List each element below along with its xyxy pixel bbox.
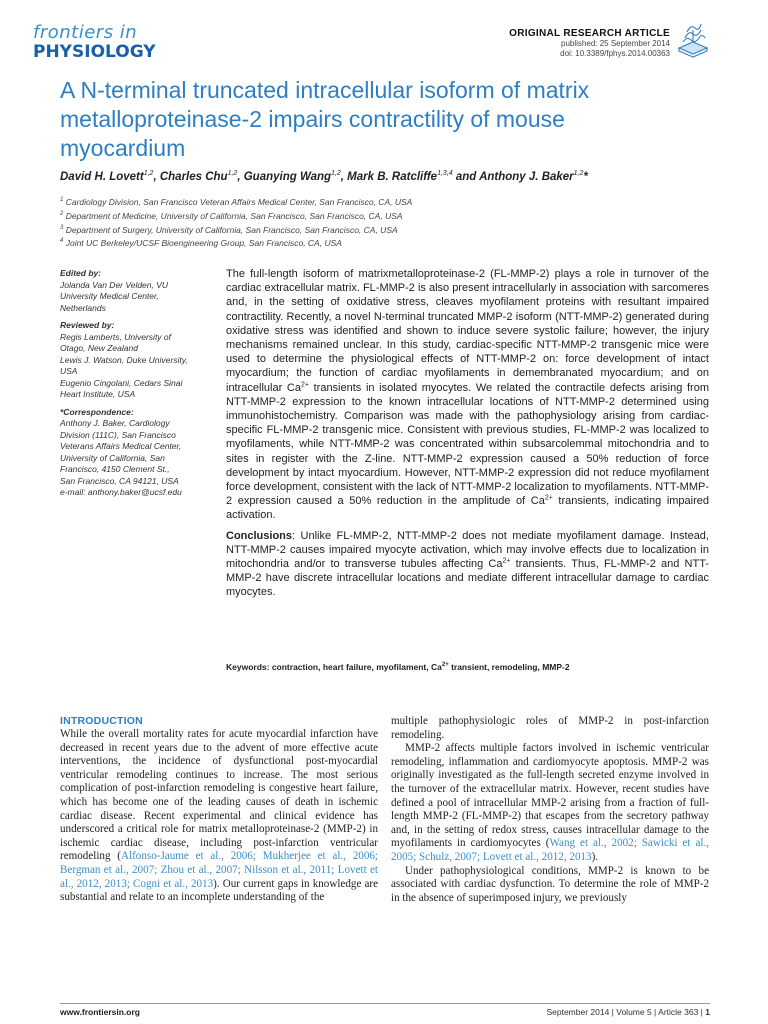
- author-affil: 1,2: [143, 170, 154, 177]
- author-affil: 1,2: [573, 170, 584, 177]
- correspondence-email[interactable]: e-mail: anthony.baker@ucsf.edu: [60, 487, 182, 497]
- reviewer-line: Regis Lamberts, University of: [60, 331, 172, 342]
- affiliation: [60, 222, 412, 236]
- editor-line: Jolanda Van Der Velden, VU: [60, 279, 169, 290]
- correspondence-line: Francisco, 4150 Clement St.,: [60, 464, 170, 474]
- correspondence-line: Division (111C), San Francisco: [60, 429, 176, 440]
- journal-section-icon: [675, 18, 711, 58]
- affil-text: Department of Surgery, University of California, San Francisco, San Francisco, CA, USA: [65, 224, 398, 235]
- section-heading-introduction: INTRODUCTION: [60, 715, 143, 727]
- body-text: ).: [591, 850, 599, 863]
- keywords-text: transient, remodeling, MMP-2: [448, 662, 570, 672]
- reviewer-line: Eugenio Cingolani, Cedars Sinai: [60, 377, 183, 388]
- editor-line: Netherlands: [60, 302, 106, 313]
- superscript: 2+: [441, 662, 449, 669]
- body-paragraph: multiple pathophysiologic roles of MMP-2 in post-infarction remodeling.: [391, 715, 709, 741]
- logo-line2: PHYSIOLOGY: [33, 42, 156, 62]
- superscript: 2+: [544, 494, 553, 502]
- correspondence-label: *Correspondence:: [60, 406, 134, 417]
- author-name: Anthony J. Baker: [479, 170, 574, 183]
- footer-url[interactable]: www.frontiersin.org: [60, 1007, 140, 1017]
- abstract-text: The full-length isoform of matrixmetalloproteinase-2 (FL-MMP-2) plays a role in turnover of the cardiac extracellular matrix. FL-MMP-2 is also present intracellularly in association with sarcomeres and, in the setting of oxidative stress, cleaves myofilament proteins with resultant impaired contractility. Recently, a novel N-terminal truncated MMP-2 isoform (NTT-MMP-2) generated during oxidative stress was identified and shown to induce severe systolic failure; however, the injury mechanisms remained unclear. In this study, cardiac-specific NTT-MMP-2 transgenic mice were used to determine the physiological effects of NTT-MMP-2 on: force development of intact myocardium; the function of cardiac myofilaments in demembranated myocardium; and on intracellular Ca: [226, 268, 709, 394]
- author-sep: *: [583, 170, 588, 183]
- affil-num: 3: [60, 224, 64, 231]
- correspondence-line: University of California, San: [60, 452, 165, 463]
- body-text: While the overall mortality rates for acute myocardial infarction have decreased in recent years due to the advent of more effective acute interventions, the incidence of dysfunctional post-myocardial ventricular remodeling continues to increase. The most serious complication of post-infarction remodeling is congestive heart failure, which has become one of the leading causes of death in ischemic cardiac disease. Recent experimental and clinical evidence has underscored a critical role for matrix metalloproteinase-2 (MMP-2) in ischemic cardiac disease, including post-infarction ventricular remodeling (: [60, 728, 378, 863]
- correspondence-line: Anthony J. Baker, Cardiology: [60, 418, 170, 428]
- author-sep: ,: [237, 170, 244, 183]
- affiliations: [60, 194, 412, 249]
- author-list: [60, 170, 588, 183]
- reviewed-by-label: Reviewed by:: [60, 320, 115, 330]
- page-number: 1: [705, 1007, 710, 1017]
- body-paragraph: [60, 728, 378, 905]
- author-sep: and: [452, 170, 480, 183]
- footer-divider: [60, 1003, 710, 1004]
- issue-info: September 2014 | Volume 5 | Article 363 |: [546, 1007, 703, 1017]
- superscript: 2+: [300, 380, 309, 388]
- author-name: Mark B. Ratcliffe: [347, 170, 438, 183]
- edited-by-label: Edited by:: [60, 268, 102, 278]
- affil-num: 1: [60, 197, 64, 203]
- author-sep: ,: [340, 170, 348, 183]
- abstract-text: transients. Thus, FL-MMP-2 and NTT-MMP-2 have discrete intracellular locations and mediate different intracellular damage to cardiac myocytes.: [226, 558, 709, 599]
- reviewer-line: Otago, New Zealand: [60, 343, 138, 353]
- body-text: MMP-2 affects multiple factors involved in ischemic ventricular remodeling, inflammation and cardiomyocyte apoptosis. MMP-2 was originally investigated as the full-length secreted enzyme involved in the turnover of the extracellular matrix. However, recent studies have defined a pool of intracellular MMP-2 arising from a fraction of full-length MMP-2 (FL-MMP-2) that escapes from the secretory pathway and, in the setting of redox stress, causes intracellular damage to the myofilaments in cardiomyocytes (: [391, 742, 709, 850]
- journal-logo: [33, 24, 156, 62]
- abstract-paragraph-1: [226, 267, 709, 523]
- correspondence-line: San Francisco, CA 94121, USA: [60, 475, 179, 486]
- reviewer-line: Lewis J. Watson, Duke University,: [60, 354, 188, 365]
- abstract-paragraph-2: [226, 529, 709, 600]
- article-type: ORIGINAL RESEARCH ARTICLE: [509, 28, 670, 39]
- author-affil: 1,2: [227, 170, 238, 177]
- body-paragraph: Under pathophysiological conditions, MMP-2 is known to be associated with cardiac dysfunction. To determine the role of MMP-2 in the absence of superimposed injury, we previously: [391, 864, 709, 904]
- author-name: David H. Lovett: [60, 170, 144, 183]
- reviewer-line: USA: [60, 366, 78, 376]
- conclusions-label: Conclusions: [226, 529, 293, 542]
- affiliation: [60, 235, 412, 249]
- reviewer-line: Heart Institute, USA: [60, 389, 136, 399]
- footer-issue: [546, 1007, 710, 1017]
- affiliation: [60, 208, 412, 222]
- keywords: [226, 662, 709, 672]
- affil-text: Cardiology Division, San Francisco Veteran Affairs Medical Center, San Francisco, CA, USA: [65, 196, 413, 207]
- author-affil: 1,2: [331, 170, 341, 177]
- abstract-text: transients, indicating impaired activation.: [226, 495, 710, 522]
- body-text: ). Our current gaps in knowledge are substantial and relate to an incomplete understanding of the: [60, 877, 378, 904]
- citation-link[interactable]: Alfonso-Jaume et al., 2006; Mukherjee et al., 2006; Bergman et al., 2007; Zhou et al., 2007; Nilsson et al., 2011; Lovett et al., 2012, 2013; Cogni et al., 2013: [60, 850, 379, 890]
- body-paragraph: [391, 742, 709, 864]
- keywords-text: Keywords: contraction, heart failure, myofilament, Ca: [226, 662, 442, 672]
- affiliation: [60, 194, 412, 208]
- affil-num: 2: [60, 210, 64, 217]
- abstract-text: transients in isolated myocytes. We related the contractile defects arising from NTT-MMP-2 expression to the known intracellular locations of NTT-MMP-2 determined using immunohistochemistry. Comparison was made with the pathophysiology arising from cardiac-specific FL-MMP-2 transgenic mice. Consistent with previous studies, FL-MMP-2 was localized to myofilaments, while NTT-MMP-2 was concentrated within subsarcolemmal mitochondria and to sites in register with the Z-line. NTT-MMP-2 expression caused a 50% reduction of force development by intact myocardium. However, NTT-MMP-2 expression did not reduce myofilament force development, consistent with the lack of NTT-MMP-2 localization to myofilaments. NTT-MMP-2 expression caused a 50% reduction in the amplitude of Ca: [226, 381, 709, 508]
- body-column-left: [60, 715, 378, 905]
- author-sep: ,: [153, 170, 160, 183]
- article-meta: [509, 28, 670, 59]
- author-name: Charles Chu: [159, 170, 228, 183]
- correspondence-line: Veterans Affairs Medical Center,: [60, 441, 182, 451]
- body-column-right: [391, 715, 709, 905]
- citation-link[interactable]: Wang et al., 2002; Sawicki et al., 2005; Schulz, 2007; Lovett et al., 2012, 2013: [391, 837, 709, 863]
- author-affil: 1,3,4: [437, 170, 453, 177]
- abstract-text: : Unlike FL-MMP-2, NTT-MMP-2 does not mediate myofilament damage. Instead, NTT-MMP-2 causes impaired myocyte activation, which may involve effects due to localization in mitochondria and/or to transverse tubules affecting Ca: [226, 529, 709, 571]
- published-date: published: 25 September 2014: [561, 39, 670, 48]
- affil-text: Joint UC Berkeley/UCSF Bioengineering Group, San Francisco, CA, USA: [65, 238, 342, 249]
- affil-num: 4: [60, 238, 64, 245]
- editorial-sidebar: [60, 268, 210, 499]
- logo-line1: frontiers in: [33, 22, 138, 43]
- author-name: Guanying Wang: [243, 170, 332, 183]
- abstract: [226, 267, 709, 606]
- editor-line: University Medical Center,: [60, 291, 159, 301]
- affil-text: Department of Medicine, University of California, San Francisco, San Francisco, CA, USA: [65, 210, 403, 221]
- article-title: A N-terminal truncated intracellular isoform of matrix metalloproteinase-2 impairs contractility of mouse myocardium: [60, 77, 590, 161]
- superscript: 2+: [502, 557, 511, 565]
- doi: doi: 10.3389/fphys.2014.00363: [560, 49, 670, 58]
